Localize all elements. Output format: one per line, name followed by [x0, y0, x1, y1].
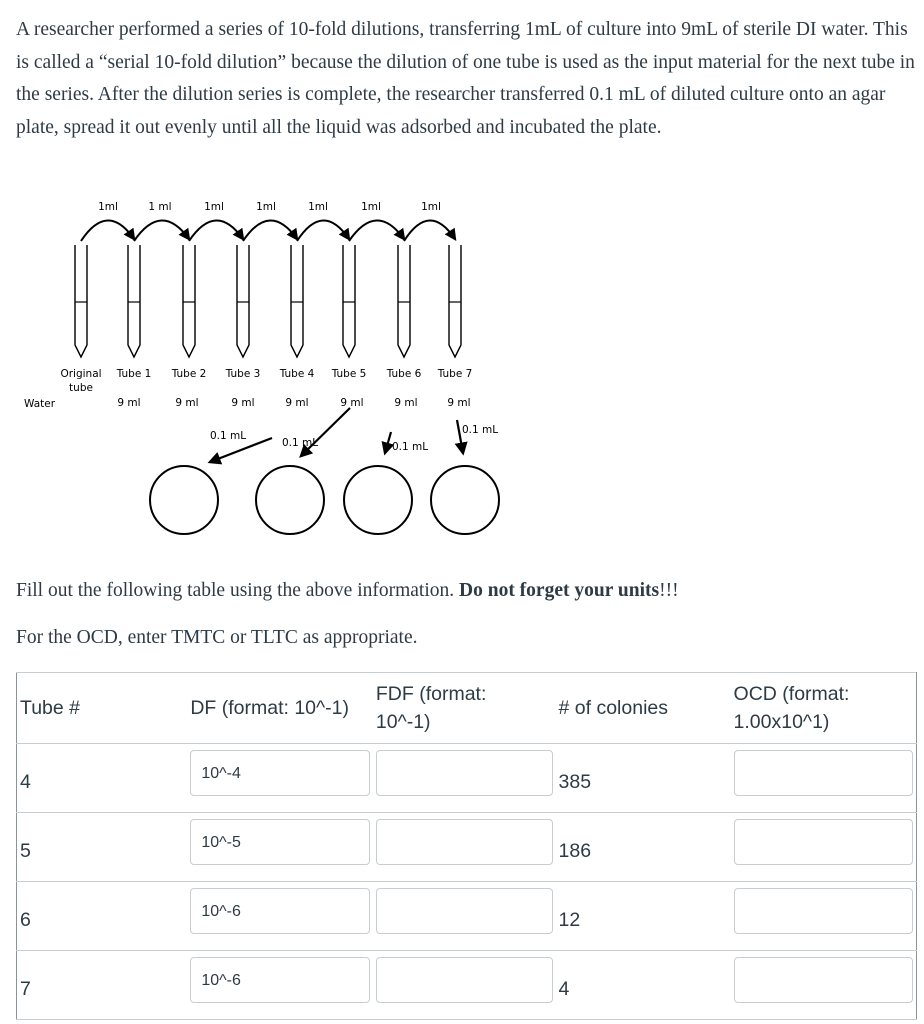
transfer-label: 1 ml [148, 201, 172, 213]
ocd-cell [731, 744, 917, 813]
ocd-cell [731, 813, 917, 882]
fdf-cell [373, 951, 556, 1020]
instr-text: Fill out the following table using the above information. [16, 580, 460, 601]
plating-arrow [385, 432, 391, 453]
volume-label: 9 ml [447, 397, 471, 409]
fdf-input[interactable] [376, 819, 553, 865]
volume-label: 9 ml [231, 397, 255, 409]
ocd-input[interactable] [734, 957, 913, 1003]
agar-plate [344, 466, 412, 534]
table-header-row [17, 673, 917, 744]
tube-label: Tube 7 [437, 368, 473, 380]
agar-plate [431, 466, 499, 534]
transfer-arrow [243, 220, 297, 241]
colony-count: 385 [558, 770, 592, 793]
water-label: Water [24, 398, 56, 410]
tube-label: Tube 4 [279, 368, 315, 380]
tube-label: Tube 6 [386, 368, 422, 380]
tube-cell [17, 813, 188, 882]
table-row [17, 813, 917, 882]
test-tube [183, 245, 195, 357]
colony-count: 4 [558, 977, 570, 1000]
test-tube [237, 245, 249, 357]
df-cell [187, 813, 373, 882]
tubes-layer [75, 245, 461, 357]
header-fdf [373, 673, 556, 744]
fdf-input[interactable] [376, 888, 553, 934]
transfer-label: 1ml [98, 201, 118, 213]
test-tube [449, 245, 461, 357]
test-tube [291, 245, 303, 357]
colony-count: 12 [558, 908, 581, 931]
header-fdf-line1: FDF (format: [375, 683, 487, 705]
instr-emphasis: Do not forget your units [459, 580, 660, 601]
original-tube-label: Original [60, 368, 102, 380]
table-instructions [16, 580, 679, 602]
ocd-input[interactable] [734, 888, 913, 934]
plating-label: 0.1 mL [462, 424, 499, 436]
test-tube [343, 245, 355, 357]
header-ocd-line2: 1.00x10^1) [733, 711, 830, 733]
plating-label: 0.1 mL [282, 437, 319, 449]
ocd-input[interactable] [734, 750, 913, 796]
transfer-arrow [349, 220, 404, 241]
header-colonies: # of colonies [556, 673, 731, 744]
fdf-input[interactable] [376, 750, 553, 796]
agar-plate [150, 466, 218, 534]
test-tube [128, 245, 140, 357]
ocd-instructions: For the OCD, enter TMTC or TLTC as appropriate. [16, 627, 418, 648]
instr-text-end: !!! [659, 580, 679, 601]
header-ocd [731, 673, 917, 744]
header-fdf-line2: 10^-1) [375, 711, 431, 733]
agar-plate [256, 466, 324, 534]
answer-table [16, 672, 917, 1020]
df-input[interactable]: 10^-5 [190, 819, 370, 865]
volume-label: 9 ml [394, 397, 418, 409]
fdf-cell [373, 813, 556, 882]
transfer-label: 1ml [308, 201, 328, 213]
tube-label: Tube 5 [331, 368, 367, 380]
df-input[interactable]: 10^-4 [190, 750, 370, 796]
colonies-cell [556, 744, 731, 813]
tube-label: Tube 2 [171, 368, 207, 380]
tube-cell [17, 744, 188, 813]
colonies-cell [556, 882, 731, 951]
transfer-arrow [189, 220, 243, 241]
ocd-cell [731, 882, 917, 951]
table-row [17, 951, 917, 1020]
transfer-arrow [81, 220, 134, 241]
ocd-cell [731, 951, 917, 1020]
fdf-cell [373, 882, 556, 951]
transfer-arrow [297, 220, 349, 241]
tube-cell [17, 882, 188, 951]
header-ocd-line1: OCD (format: [733, 683, 850, 705]
dilution-diagram [0, 195, 924, 535]
transfer-label: 1ml [421, 201, 441, 213]
fdf-cell [373, 744, 556, 813]
volume-label: 9 ml [117, 397, 141, 409]
tube-label: Tube 1 [116, 368, 152, 380]
df-cell [187, 744, 373, 813]
tube-number: 4 [20, 770, 31, 793]
header-df: DF (format: 10^-1) [187, 673, 373, 744]
volume-label: 9 ml [175, 397, 199, 409]
original-tube [75, 245, 87, 357]
tube-cell [17, 951, 188, 1020]
tube-number: 5 [20, 839, 31, 862]
transfer-label: 1ml [204, 201, 224, 213]
tube-number: 6 [20, 908, 31, 931]
plating-label: 0.1 mL [392, 441, 429, 453]
original-tube-label: tube [69, 382, 93, 394]
tube-label: Tube 3 [225, 368, 261, 380]
plating-label: 0.1 mL [210, 430, 247, 442]
table-row [17, 882, 917, 951]
volume-label: 9 ml [340, 397, 364, 409]
transfer-arrow [134, 220, 189, 241]
ocd-input[interactable] [734, 819, 913, 865]
transfer-label: 1ml [361, 201, 381, 213]
table-row [17, 744, 917, 813]
transfer-label: 1ml [256, 201, 276, 213]
transfer-arrow [404, 220, 455, 241]
df-input[interactable]: 10^-6 [190, 957, 370, 1003]
fdf-input[interactable] [376, 957, 553, 1003]
transfer-arrows [81, 220, 455, 241]
colony-count: 186 [558, 839, 592, 862]
volume-label: 9 ml [285, 397, 309, 409]
problem-intro: A researcher performed a series of 10-fold dilutions, transferring 1mL of culture into 9mL of sterile DI water. This is called a “serial 10-fold dilution” because the dilution of one tube is used as the input material for the next tube in the series. After the dilution series is complete, the researcher transferred 0.1 mL of diluted culture onto an agar plate, spread it out evenly until all the liquid was adsorbed and incubated the plate. [16, 19, 915, 138]
colonies-cell [556, 951, 731, 1020]
colonies-cell [556, 813, 731, 882]
df-cell [187, 882, 373, 951]
tube-number: 7 [20, 977, 31, 1000]
df-cell [187, 951, 373, 1020]
header-tube: Tube # [17, 673, 188, 744]
test-tube [398, 245, 410, 357]
df-input[interactable]: 10^-6 [190, 888, 370, 934]
